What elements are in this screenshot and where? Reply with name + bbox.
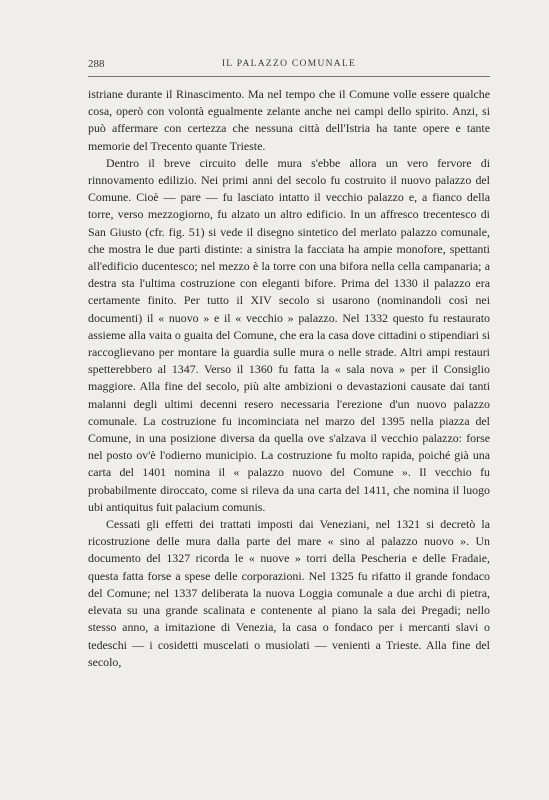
paragraph: Cessati gli effetti dei trattati imposti dai Veneziani, nel 1321 si decretò la ricostruzione delle mura dalla parte del mare « sino al palazzo nuovo ». Un documento del 1327 ricorda le « nuove » torri della Pescheria e delle Fradaie, questa fatta forse a spese delle corporazioni. Nel 1325 fu rifatto il grande fondaco del Comune; nel 1337 deliberata la nuova Loggia comunale a due archi di pietra, elevata su una grande scalinata e contenente al piano la sala dei Pregadi; nello stesso anno, a imitazione di Venezia, la casa o fondaco per i mercanti slavi o tedeschi — i cosidetti muscelati o musiolati — venienti a Trieste. Alla fine del secolo, [88,517,490,669]
page-header [88,58,490,74]
running-title: IL PALAZZO COMUNALE [221,59,357,69]
body-text [88,86,490,671]
paragraph: Dentro il breve circuito delle mura s'ebbe allora un vero fervore di rinnovamento edilizio. Nei primi anni del secolo fu costruito il nuovo palazzo del Comune. Cioè — pare — fu lasciato intatto il vecchio palazzo e, a fianco della torre, verso mezzogiorno, fu alzato un altro edificio. In un affresco trecentesco di San Giusto (cfr. fig. 51) si vede il disegno sintetico del merlato palazzo comunale, che mostra le due parti distinte: a sinistra la facciata ha ampie monofore, spettanti all'edificio ducentesco; nel mezzo è la torre con una bifora nella cella campanaria; a destra sta l'ultima costruzione con eleganti bifore. Prima del 1330 il palazzo era certamente finito. Per tutto il XIV secolo si usarono (nominandoli così nei documenti) il « nuovo » e il « vecchio » palazzo. Nel 1332 questo fu restaurato assieme alla vaita o guaita del Comune, che era la casa dove cittadini o stipendiari si raccoglievano per montare la guardia sulle mura o nelle strade. Altri ampi restauri spetterebbero al 1347. Verso il 1360 fu fatta la « sala nova » per il Consiglio maggiore. Alla fine del secolo, più alte ambizioni o devastazioni causate dai tanti malanni degli ultimi decenni resero necessaria l'erezione d'un nuovo palazzo comunale. La costruzione fu incominciata nel marzo del 1395 nella piazza del Comune, in una posizione diversa da quella ove s'alzava il vecchio palazzo: forse nel posto ov'è l'odierno municipio. La costruzione fu molto rapida, poiché già una carta del 1401 nomina il « palazzo nuovo del Comune ». Il vecchio fu probabilmente diroccato, come si rileva da una carta del 1411, che nomina il luogo ubi antiquitus fuit palacium comunis. [88,155,490,514]
page-number: 288 [88,58,105,70]
header-rule [88,76,490,77]
paragraph: istriane durante il Rinascimento. Ma nel tempo che il Comune volle essere qualche cosa, operò con volontà egualmente zelante anche nei campi dello spirito. Anzi, si può affermare con certezza che nessuna città dell'Istria ha tante opere e tante memorie del Trecento quante Trieste. [88,87,490,153]
